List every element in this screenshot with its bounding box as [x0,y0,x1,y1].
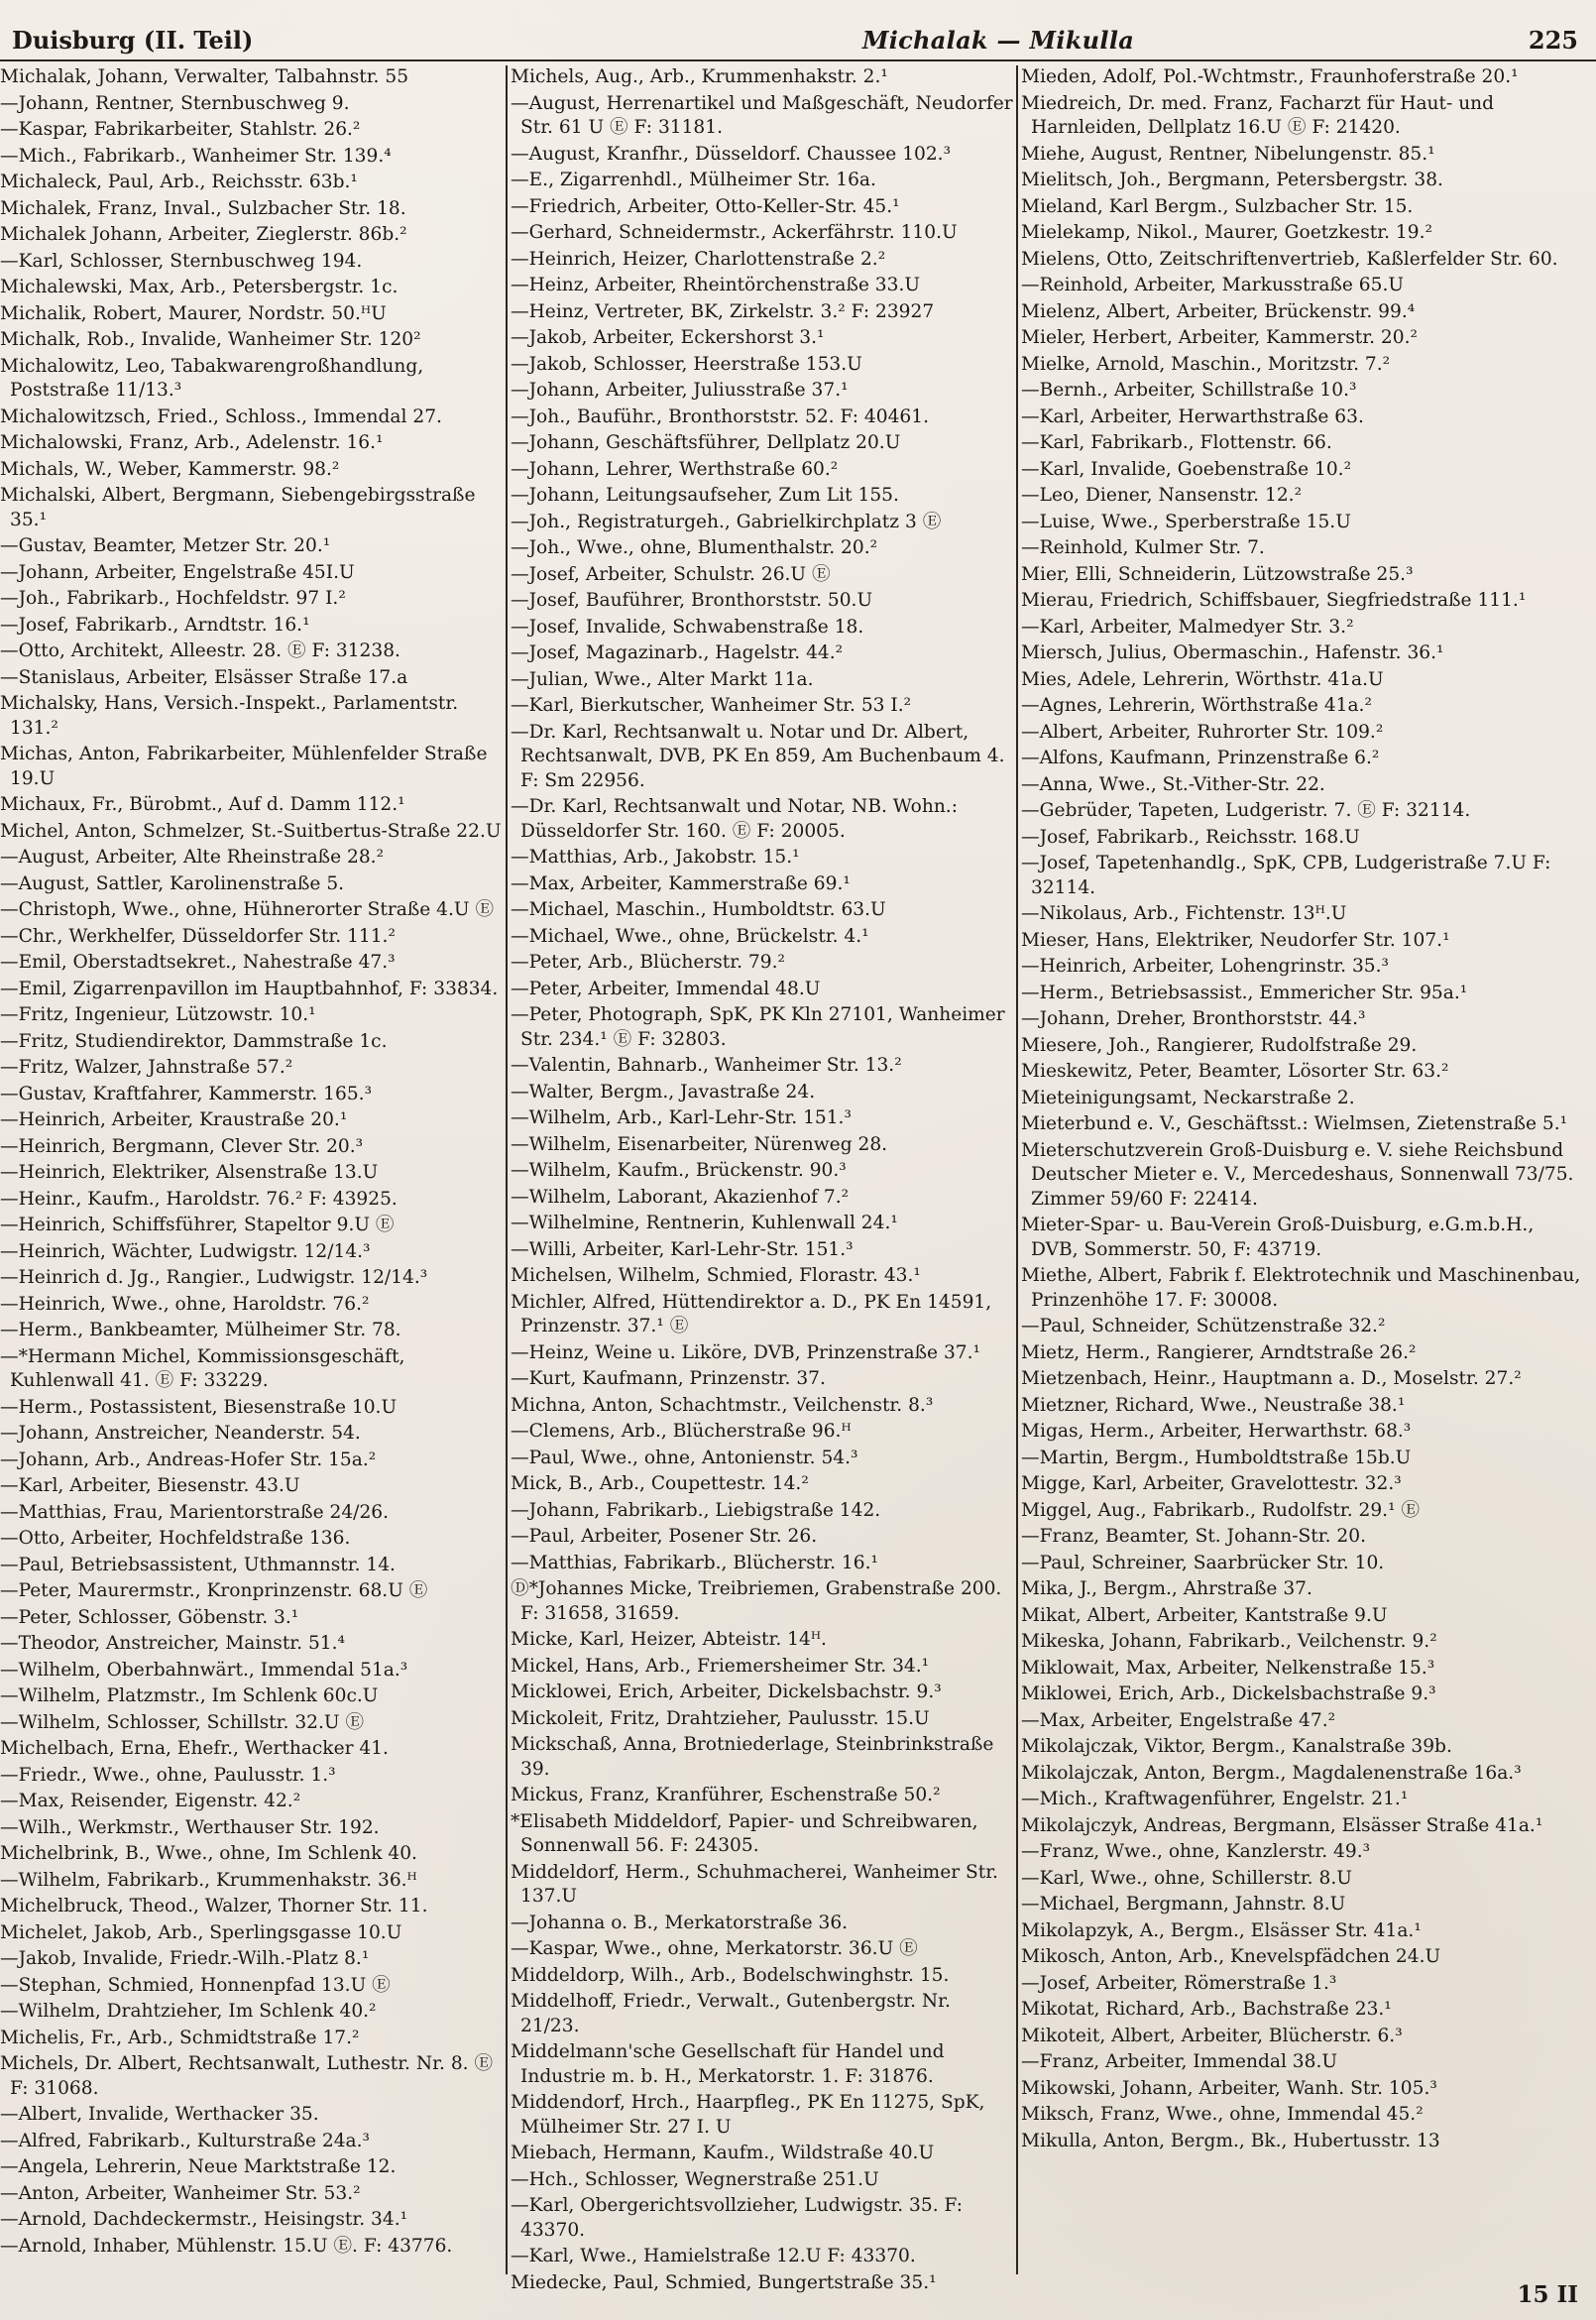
directory-entry: —Alfred, Fabrikarb., Kulturstraße 24a.³ [0,2130,370,2151]
directory-entry: —Paul, Schreiner, Saarbrücker Str. 10. [1021,1552,1385,1573]
directory-entry: Mielitsch, Joh., Bergmann, Petersbergstr. 38. [1021,170,1443,190]
directory-entry: —Josef, Arbeiter, Römerstraße 1.³ [1021,1972,1337,1994]
directory-entry: Mieland, Karl Bergm., Sulzbacher Str. 15. [1021,195,1414,217]
directory-entry: —Jakob, Invalide, Friedr.-Wilh.-Platz 8.¹ [0,1948,370,1969]
directory-entry: —Kurt, Kaufmann, Prinzenstr. 37. [511,1368,826,1389]
directory-entry: —Valentin, Bahnarb., Wanheimer Str. 13.² [511,1055,902,1076]
column-1 [0,65,511,2276]
directory-entry: Mielenz, Albert, Arbeiter, Brückenstr. 99.⁴ [1021,300,1416,322]
directory-entry: Middelhoff, Friedr., Verwalt., Gutenbergstr. Nr. 21/23. [511,1991,951,2036]
directory-entry: Mika, J., Bergm., Ahrstraße 37. [1021,1578,1312,1599]
directory-entry: —Johann, Geschäftsführer, Dellplatz 20.U [511,432,901,453]
directory-entry: Michalek, Franz, Inval., Sulzbacher Str. 18. [0,197,406,219]
directory-entry: —Wilhelm, Eisenarbeiter, Nürenweg 28. [511,1133,888,1155]
directory-entry: —Paul, Arbeiter, Posener Str. 26. [511,1526,818,1547]
directory-entry: —Johann, Arbeiter, Engelstraße 45I.U [0,561,355,583]
directory-entry: —Josef, Fabrikarb., Reichsstr. 168.U [1021,826,1360,848]
directory-entry: —Emil, Zigarrenpavillon im Hauptbahnhof, F: 33834. [0,978,499,999]
directory-entry: —Heinz, Vertreter, BK, Zirkelstr. 3.² F: 23927 [511,300,935,322]
directory-entry: —Fritz, Walzer, Jahnstraße 57.² [0,1057,293,1078]
directory-entry: Migas, Herm., Arbeiter, Herwarthstr. 68.³ [1021,1421,1412,1442]
directory-entry: —Wilhelm, Oberbahnwärt., Immendal 51a.³ [0,1659,408,1681]
directory-entry: —Dr. Karl, Rechtsanwalt u. Notar und Dr. Albert, Rechtsanwalt, DVB, PK En 859, Am Buchenbaum 4. F: Sm 22956. [511,721,1005,791]
directory-entry: —Reinhold, Kulmer Str. 7. [1021,537,1265,558]
directory-entry: —Heinrich, Wächter, Ludwigstr. 12/14.³ [0,1240,371,1262]
directory-entry: Michler, Alfred, Hüttendirektor a. D., PK En 14591, Prinzenstr. 37.¹ Ⓔ [511,1291,992,1336]
directory-entry: —Max, Reisender, Eigenstr. 42.² [0,1791,301,1811]
directory-entry: Michalowitzsch, Fried., Schloss., Immendal 27. [0,406,442,427]
directory-entry: Mikat, Albert, Arbeiter, Kantstraße 9.U [1021,1604,1388,1626]
directory-entry: Michelsen, Wilhelm, Schmied, Florastr. 43.¹ [511,1265,921,1286]
directory-entry: —Karl, Obergerichtsvollzieher, Ludwigstr. 35. F: 43370. [511,2195,964,2241]
directory-entry: —Gustav, Kraftfahrer, Kammerstr. 165.³ [0,1083,373,1104]
directory-entry: Michaleck, Paul, Arb., Reichsstr. 63b.¹ [0,172,358,192]
directory-entry: —Stephan, Schmied, Honnenpfad 13.U Ⓔ [0,1974,391,1996]
directory-entry: —Johann, Arbeiter, Juliusstraße 37.¹ [511,380,849,401]
directory-entry: Mikeska, Johann, Fabrikarb., Veilchenstr. 9.² [1021,1631,1437,1652]
directory-entry: —Stanislaus, Arbeiter, Elsässer Straße 17.a [0,666,408,688]
directory-entry: —Michael, Bergmann, Jahnstr. 8.U [1021,1894,1346,1914]
directory-entry: Migge, Karl, Arbeiter, Gravelottestr. 32.³ [1021,1473,1402,1494]
directory-entry: —Johann, Fabrikarb., Liebigstraße 142. [511,1499,881,1521]
directory-entry: —Leo, Diener, Nansenstr. 12.² [1021,485,1303,506]
directory-entry: Michalik, Robert, Maurer, Nordstr. 50.ᴴU [0,302,387,324]
directory-entry: —Chr., Werkhelfer, Düsseldorfer Str. 111.² [0,925,396,947]
directory-entry: —Wilh., Werkmstr., Werthauser Str. 192. [0,1816,380,1838]
directory-entry: Miklowei, Erich, Arb., Dickelsbachstraße 9.³ [1021,1683,1436,1704]
directory-columns [0,65,1596,2293]
header-rule [0,59,1596,61]
directory-entry: —Fritz, Studiendirektor, Dammstraße 1c. [0,1030,388,1052]
directory-entry: Michalak, Johann, Verwalter, Talbahnstr. 55 [0,66,409,87]
directory-entry: —Karl, Wwe., ohne, Schillerstr. 8.U [1021,1867,1352,1889]
directory-entry: —Josef, Tapetenhandlg., SpK, CPB, Ludgeristraße 7.U F: 32114. [1021,853,1551,898]
directory-entry: —Johann, Anstreicher, Neanderstr. 54. [0,1423,361,1444]
directory-entry: —Matthias, Arb., Jakobstr. 15.¹ [511,847,800,868]
directory-entry: —Josef, Invalide, Schwabenstraße 18. [511,616,864,638]
directory-entry: Michelbach, Erna, Ehefr., Werthacker 41. [0,1738,389,1759]
directory-entry: —Franz, Wwe., ohne, Kanzlerstr. 49.³ [1021,1841,1371,1862]
directory-entry: Mikolajczak, Viktor, Bergm., Kanalstraße 39b. [1021,1736,1452,1757]
directory-entry: *Elisabeth Middeldorf, Papier- und Schreibwaren, Sonnenwall 56. F: 24305. [511,1810,978,1856]
directory-entry: —Paul, Schneider, Schützenstraße 32.² [1021,1316,1386,1336]
directory-entry: —Anton, Arbeiter, Wanheimer Str. 53.² [0,2182,361,2204]
directory-entry: —Joh., Fabrikarb., Hochfeldstr. 97 I.² [0,588,346,609]
directory-entry: —Peter, Maurermstr., Kronprinzenstr. 68.U Ⓔ [0,1580,428,1601]
directory-entry: —Herm., Postassistent, Biesenstraße 10.U [0,1396,398,1418]
directory-entry: Miedreich, Dr. med. Franz, Facharzt für Haut- und Harnleiden, Dellplatz 16.U Ⓔ F: 21420. [1021,92,1495,138]
directory-entry: Michalewski, Max, Arb., Petersbergstr. 1c. [0,277,399,297]
directory-entry: —Dr. Karl, Rechtsanwalt und Notar, NB. Wohn.: Düsseldorfer Str. 160. Ⓔ F: 20005. [511,796,958,842]
header-center: Michalak — Mikulla [861,25,1135,55]
directory-entry: —Franz, Arbeiter, Immendal 38.U [1021,2051,1338,2072]
directory-entry: Michalowitz, Leo, Tabakwarengroßhandlung, Poststraße 11/13.³ [0,355,424,401]
directory-entry: —Wilhelm, Schlosser, Schillstr. 32.U Ⓔ [0,1711,365,1733]
page-number: 225 [1528,25,1578,55]
directory-entry: —Christoph, Wwe., ohne, Hühnerorter Straße 4.U Ⓔ [0,899,495,920]
directory-entry: Mickel, Hans, Arb., Friemersheimer Str. 34.¹ [511,1655,930,1677]
directory-entry: —Wilhelm, Fabrikarb., Krummenhakstr. 36.ᴴ [0,1869,417,1891]
directory-entry: —Gerhard, Schneidermstr., Ackerfährstr. 110.U [511,222,958,243]
directory-entry: —Wilhelm, Kaufm., Brückenstr. 90.³ [511,1160,847,1181]
directory-entry: —Paul, Wwe., ohne, Antonienstr. 54.³ [511,1447,858,1468]
directory-entry: Mieden, Adolf, Pol.-Wchtmstr., Fraunhoferstraße 20.¹ [1021,66,1519,87]
directory-entry: —Peter, Schlosser, Göbenstr. 3.¹ [0,1606,299,1628]
directory-entry: —Paul, Betriebsassistent, Uthmannstr. 14. [0,1554,396,1575]
directory-entry: Michalk, Rob., Invalide, Wanheimer Str. 120² [0,329,421,350]
directory-entry: Miklowait, Max, Arbeiter, Nelkenstraße 15.³ [1021,1657,1435,1679]
directory-entry: Michalowski, Franz, Arb., Adelenstr. 16.¹ [0,432,384,453]
directory-entry: Michel, Anton, Schmelzer, St.-Suitbertus-Straße 22.U [0,820,502,842]
directory-entry: —Johann, Leitungsaufseher, Zum Lit 155. [511,485,899,506]
directory-entry: —Wilhelm, Drahtzieher, Im Schlenk 40.² [0,2001,377,2022]
directory-entry: —Matthias, Fabrikarb., Blücherstr. 16.¹ [511,1552,878,1573]
directory-entry: —Anna, Wwe., St.-Vither-Str. 22. [1021,773,1325,795]
directory-entry: —Heinz, Arbeiter, Rheintörchenstraße 33.U [511,275,921,295]
directory-entry: —Friedrich, Arbeiter, Otto-Keller-Str. 45.¹ [511,195,900,217]
directory-entry: —Heinrich, Wwe., ohne, Haroldstr. 76.² [0,1293,370,1315]
directory-entry: Michna, Anton, Schachtmstr., Veilchenstr. 8.³ [511,1394,934,1416]
directory-entry: Mieterschutzverein Groß-Duisburg e. V. siehe Reichsbund Deutscher Mieter e. V., Mercedeshaus, Sonnenwall 73/75. Zimmer 59/60 F: 22414. [1021,1139,1574,1210]
directory-entry: —Luise, Wwe., Sperberstraße 15.U [1021,511,1351,532]
directory-entry: —Max, Arbeiter, Engelstraße 47.² [1021,1709,1336,1731]
column-3 [1021,65,1591,2276]
directory-entry: Mikolajczyk, Andreas, Bergmann, Elsässer Straße 41a.¹ [1021,1814,1543,1836]
directory-entry: —Julian, Wwe., Alter Markt 11a. [511,668,814,690]
directory-entry: —Fritz, Ingenieur, Lützowstr. 10.¹ [0,1004,316,1025]
directory-entry: —August, Arbeiter, Alte Rheinstraße 28.² [0,847,385,868]
directory-entry: —Johann, Arb., Andreas-Hofer Str. 15a.² [0,1449,377,1470]
directory-entry: Michels, Dr. Albert, Rechtsanwalt, Luthestr. Nr. 8. Ⓔ F: 31068. [0,2053,494,2099]
directory-entry: Mikoteit, Albert, Arbeiter, Blücherstr. 6.³ [1021,2025,1403,2046]
directory-entry: Miehe, August, Rentner, Nibelungenstr. 85.¹ [1021,143,1435,165]
directory-entry: —Heinr., Kaufm., Haroldstr. 76.² F: 43925. [0,1188,398,1210]
directory-entry: —Otto, Arbeiter, Hochfeldstraße 136. [0,1528,351,1549]
directory-entry: —Arnold, Inhaber, Mühlenstr. 15.U Ⓔ. F: 43776. [0,2235,453,2257]
directory-entry: —Gustav, Beamter, Metzer Str. 20.¹ [0,535,331,556]
directory-entry: Miethe, Albert, Fabrik f. Elektrotechnik und Maschinenbau, Prinzenhöhe 17. F: 30008. [1021,1265,1581,1311]
directory-entry: —Johann, Dreher, Bronthorststr. 44.³ [1021,1008,1366,1029]
directory-entry: —Karl, Arbeiter, Malmedyer Str. 3.² [1021,616,1354,638]
directory-entry: —Clemens, Arb., Blücherstraße 96.ᴴ [511,1421,852,1442]
directory-entry: —E., Zigarrenhdl., Mülheimer Str. 16a. [511,170,876,190]
directory-entry: —Peter, Arb., Blücherstr. 79.² [511,952,785,973]
directory-entry: —Gebrüder, Tapeten, Ludgeristr. 7. Ⓔ F: 32114. [1021,800,1471,821]
directory-entry: Mietz, Herm., Rangierer, Arndtstraße 26.² [1021,1341,1417,1363]
directory-entry: —Jakob, Schlosser, Heerstraße 153.U [511,353,862,375]
directory-entry: —Arnold, Dachdeckermstr., Heisingstr. 34.¹ [0,2209,408,2230]
directory-entry: —Josef, Arbeiter, Schulstr. 26.U Ⓔ [511,563,831,585]
directory-entry: —Herm., Bankbeamter, Mülheimer Str. 78. [0,1320,401,1340]
directory-entry: —August, Herrenartikel und Maßgeschäft, Neudorfer Str. 61 U Ⓔ F: 31181. [511,92,1013,138]
directory-entry: —Wilhelm, Arb., Karl-Lehr-Str. 151.³ [511,1107,852,1128]
directory-entry: —*Hermann Michel, Kommissionsgeschäft, Kuhlenwall 41. Ⓔ F: 33229. [0,1345,405,1391]
directory-entry: Michals, W., Weber, Kammerstr. 98.² [0,458,340,480]
directory-entry: —Joh., Registraturgeh., Gabrielkirchplatz 3 Ⓔ [511,511,942,532]
directory-entry: —Bernh., Arbeiter, Schillstraße 10.³ [1021,380,1357,401]
directory-entry: Miesere, Joh., Rangierer, Rudolfstraße 29. [1021,1034,1418,1056]
directory-entry: —Walter, Bergm., Javastraße 24. [511,1081,816,1102]
directory-entry: —Wilhelmine, Rentnerin, Kuhlenwall 24.¹ [511,1213,898,1233]
directory-entry: —Karl, Schlosser, Sternbuschweg 194. [0,250,363,272]
directory-entry: Mikosch, Anton, Arb., Knevelspfädchen 24.U [1021,1946,1441,1967]
directory-entry: —Agnes, Lehrerin, Wörthstraße 41a.² [1021,695,1372,716]
directory-entry: —Heinrich, Arbeiter, Lohengrinstr. 35.³ [1021,956,1390,977]
directory-entry: Mieterbund e. V., Geschäftsst.: Wielmsen, Zietenstraße 5.¹ [1021,1113,1568,1134]
directory-entry: —Karl, Fabrikarb., Flottenstr. 66. [1021,432,1332,453]
directory-entry: Michaux, Fr., Bürobmt., Auf d. Damm 112.¹ [0,794,405,815]
directory-entry: —Peter, Arbeiter, Immendal 48.U [511,978,821,999]
directory-entry: —Albert, Invalide, Werthacker 35. [0,2104,319,2125]
directory-entry: —Matthias, Frau, Marientorstraße 24/26. [0,1501,390,1523]
directory-entry: —Mich., Fabrikarb., Wanheimer Str. 139.⁴ [0,145,392,167]
directory-entry: Mick, B., Arb., Coupettestr. 14.² [511,1473,809,1494]
directory-entry: —Kaspar, Wwe., ohne, Merkatorstr. 36.U Ⓔ [511,1938,918,1959]
directory-entry: —Hch., Schlosser, Wegnerstraße 251.U [511,2168,879,2190]
directory-entry: Mierau, Friedrich, Schiffsbauer, Siegfriedstraße 111.¹ [1021,590,1527,611]
directory-entry: Mikowski, Johann, Arbeiter, Wanh. Str. 105.³ [1021,2077,1437,2099]
directory-entry: —Karl, Invalide, Goebenstraße 10.² [1021,458,1352,480]
directory-entry: Mikolapzyk, A., Bergm., Elsässer Str. 41a.¹ [1021,1919,1422,1941]
directory-entry: —Josef, Magazinarb., Hagelstr. 44.² [511,642,844,663]
directory-entry: Mikotat, Richard, Arb., Bachstraße 23.¹ [1021,1999,1392,2020]
directory-entry: —Wilhelm, Platzmstr., Im Schlenk 60c.U [0,1685,379,1706]
directory-entry: Ⓓ*Johannes Micke, Treibriemen, Grabenstraße 200. F: 31658, 31659. [511,1578,1002,1624]
directory-entry: Mickoleit, Fritz, Drahtzieher, Paulusstr. 15.U [511,1707,930,1729]
directory-entry: —Heinrich, Bergmann, Clever Str. 20.³ [0,1135,364,1157]
directory-entry: Miedecke, Paul, Schmied, Bungertstraße 35.¹ [511,2271,937,2293]
directory-entry: Miebach, Hermann, Kaufm., Wildstraße 40.U [511,2143,935,2163]
directory-entry: —Martin, Bergm., Humboldtstraße 15b.U [1021,1447,1412,1468]
directory-entry: —Mich., Kraftwagenführer, Engelstr. 21.¹ [1021,1789,1409,1809]
directory-entry: Miersch, Julius, Obermaschin., Hafenstr. 36.¹ [1021,642,1444,663]
directory-entry: —Johann, Rentner, Sternbuschweg 9. [0,92,350,114]
directory-entry: Miggel, Aug., Fabrikarb., Rudolfstr. 29.¹ Ⓔ [1021,1499,1421,1521]
directory-entry: —Heinrich, Elektriker, Alsenstraße 13.U [0,1162,379,1183]
directory-entry: —Max, Arbeiter, Kammerstraße 69.¹ [511,872,851,894]
directory-entry: —Joh., Bauführ., Bronthorststr. 52. F: 40461. [511,406,929,427]
directory-entry: Mier, Elli, Schneiderin, Lützowstraße 25.³ [1021,563,1414,585]
directory-entry: —Peter, Photograph, SpK, PK Kln 27101, Wanheimer Str. 234.¹ Ⓔ F: 32803. [511,1004,1005,1050]
directory-entry: —Otto, Architekt, Alleestr. 28. Ⓔ F: 31238. [0,640,400,661]
directory-entry: —Nikolaus, Arb., Fichtenstr. 13ᴴ.U [1021,903,1347,924]
directory-entry: Middeldorf, Herm., Schuhmacherei, Wanheimer Str. 137.U [511,1861,998,1907]
directory-entry: Michalski, Albert, Bergmann, Siebengebirgsstraße 35.¹ [0,485,476,530]
directory-entry: Michelbruck, Theod., Walzer, Thorner Str. 11. [0,1896,428,1916]
directory-entry: —Michael, Wwe., ohne, Brückelstr. 4.¹ [511,925,869,947]
directory-entry: Michelbrink, B., Wwe., ohne, Im Schlenk 40. [0,1843,417,1864]
directory-entry: —Heinrich, Arbeiter, Kraustraße 20.¹ [0,1109,348,1130]
directory-entry: Mielekamp, Nikol., Maurer, Goetzkestr. 19.² [1021,222,1432,243]
directory-entry: —Kaspar, Fabrikarbeiter, Stahlstr. 26.² [0,119,361,140]
page-footer-code: 15 II [1517,2281,1578,2308]
directory-entry: Mieler, Herbert, Arbeiter, Kammerstr. 20.² [1021,327,1418,348]
directory-entry: —Heinrich d. Jg., Rangier., Ludwigstr. 12/14.³ [0,1267,428,1288]
directory-entry: Michalek Johann, Arbeiter, Zieglerstr. 86b.² [0,224,407,245]
directory-entry: —Johann, Lehrer, Werthstraße 60.² [511,458,839,480]
directory-entry: —Albert, Arbeiter, Ruhrorter Str. 109.² [1021,721,1384,743]
directory-entry: —Karl, Bierkutscher, Wanheimer Str. 53 I.² [511,695,912,716]
directory-entry: Mielens, Otto, Zeitschriftenvertrieb, Kaßlerfelder Str. 60. [1021,248,1558,270]
directory-entry: —Wilhelm, Laborant, Akazienhof 7.² [511,1186,850,1208]
directory-entry: Michels, Aug., Arb., Krummenhakstr. 2.¹ [511,66,888,87]
directory-entry: —Josef, Bauführer, Bronthorststr. 50.U [511,590,873,611]
directory-entry: Michelet, Jakob, Arb., Sperlingsgasse 10.U [0,1921,402,1943]
directory-entry: Mieter-Spar- u. Bau-Verein Groß-Duisburg, e.G.m.b.H., DVB, Sommerstr. 50, F: 43719. [1021,1215,1535,1260]
directory-entry: Michalsky, Hans, Versich.-Inspekt., Parlamentstr. 131.² [0,693,459,739]
directory-entry: Micklowei, Erich, Arbeiter, Dickelsbachstr. 9.³ [511,1682,942,1702]
page-header [12,16,1578,63]
directory-entry: Mieteinigungsamt, Neckarstraße 2. [1021,1087,1355,1108]
directory-entry: —Emil, Oberstadtsekret., Nahestraße 47.³ [0,952,396,973]
directory-entry: —Karl, Arbeiter, Biesenstr. 43.U [0,1475,300,1496]
directory-entry: —Heinz, Weine u. Liköre, DVB, Prinzenstraße 37.¹ [511,1341,980,1363]
directory-entry: Mietzner, Richard, Wwe., Neustraße 38.¹ [1021,1394,1406,1416]
directory-entry: —Michael, Maschin., Humboldtstr. 63.U [511,899,886,920]
directory-entry: Mies, Adele, Lehrerin, Wörthstr. 41a.U [1021,668,1384,690]
directory-entry: —Friedr., Wwe., ohne, Paulusstr. 1.³ [0,1764,336,1786]
directory-entry: Michelis, Fr., Arb., Schmidtstraße 17.² [0,2027,360,2048]
column-2 [511,65,1021,2293]
directory-entry: Michas, Anton, Fabrikarbeiter, Mühlenfelder Straße 19.U [0,744,488,789]
directory-entry: —Alfons, Kaufmann, Prinzenstraße 6.² [1021,748,1380,768]
directory-entry: Micke, Karl, Heizer, Abteistr. 14ᴴ. [511,1629,827,1650]
directory-entry: Middeldorp, Wilh., Arb., Bodelschwinghstr. 15. [511,1964,950,1986]
directory-entry: —Theodor, Anstreicher, Mainstr. 51.⁴ [0,1633,345,1654]
directory-entry: —Joh., Wwe., ohne, Blumenthalstr. 20.² [511,537,878,558]
directory-entry: —Karl, Wwe., Hamielstraße 12.U F: 43370. [511,2246,916,2266]
directory-entry: Mieser, Hans, Elektriker, Neudorfer Str. 107.¹ [1021,929,1450,951]
directory-entry: Mieskewitz, Peter, Beamter, Lösorter Str. 63.² [1021,1061,1449,1082]
directory-entry: Mickschaß, Anna, Brotniederlage, Steinbrinkstraße 39. [511,1734,994,1780]
directory-entry: —Herm., Betriebsassist., Emmericher Str. 95a.¹ [1021,982,1468,1003]
directory-entry: —Karl, Arbeiter, Herwarthstraße 63. [1021,406,1364,427]
directory-entry: Middendorf, Hrch., Haarpfleg., PK En 11275, SpK, Mülheimer Str. 27 I. U [511,2092,985,2138]
directory-entry: —Reinhold, Arbeiter, Markusstraße 65.U [1021,275,1405,295]
directory-entry: —Heinrich, Schiffsführer, Stapeltor 9.U Ⓔ [0,1215,395,1235]
directory-entry: Mietzenbach, Heinr., Hauptmann a. D., Moselstr. 27.² [1021,1368,1522,1389]
directory-entry: Middelmann'sche Gesellschaft für Handel und Industrie m. b. H., Merkatorstr. 1. F: 31876. [511,2041,945,2087]
directory-entry: Mickus, Franz, Kranführer, Eschenstraße 50.² [511,1785,941,1805]
header-left: Duisburg (II. Teil) [12,25,254,55]
directory-entry: Mikulla, Anton, Bergm., Bk., Hubertusstr. 13 [1021,2130,1440,2151]
directory-entry: —Josef, Fabrikarb., Arndtstr. 16.¹ [0,614,310,636]
directory-entry: —Angela, Lehrerin, Neue Marktstraße 12. [0,2156,397,2177]
directory-entry: Miksch, Franz, Wwe., ohne, Immendal 45.² [1021,2104,1424,2125]
directory-entry: Mielke, Arnold, Maschin., Moritzstr. 7.² [1021,353,1391,375]
directory-entry: —Willi, Arbeiter, Karl-Lehr-Str. 151.³ [511,1238,854,1260]
directory-entry: —Heinrich, Heizer, Charlottenstraße 2.² [511,248,886,270]
directory-entry: —Jakob, Arbeiter, Eckershorst 3.¹ [511,327,825,348]
directory-entry: —Franz, Beamter, St. Johann-Str. 20. [1021,1526,1367,1547]
directory-entry: —August, Kranfhr., Düsseldorf. Chaussee 102.³ [511,143,952,165]
directory-entry: Mikolajczak, Anton, Bergm., Magdalenenstraße 16a.³ [1021,1762,1522,1784]
directory-entry: —August, Sattler, Karolinenstraße 5. [0,872,345,894]
directory-entry: —Johanna o. B., Merkatorstraße 36. [511,1912,849,1933]
